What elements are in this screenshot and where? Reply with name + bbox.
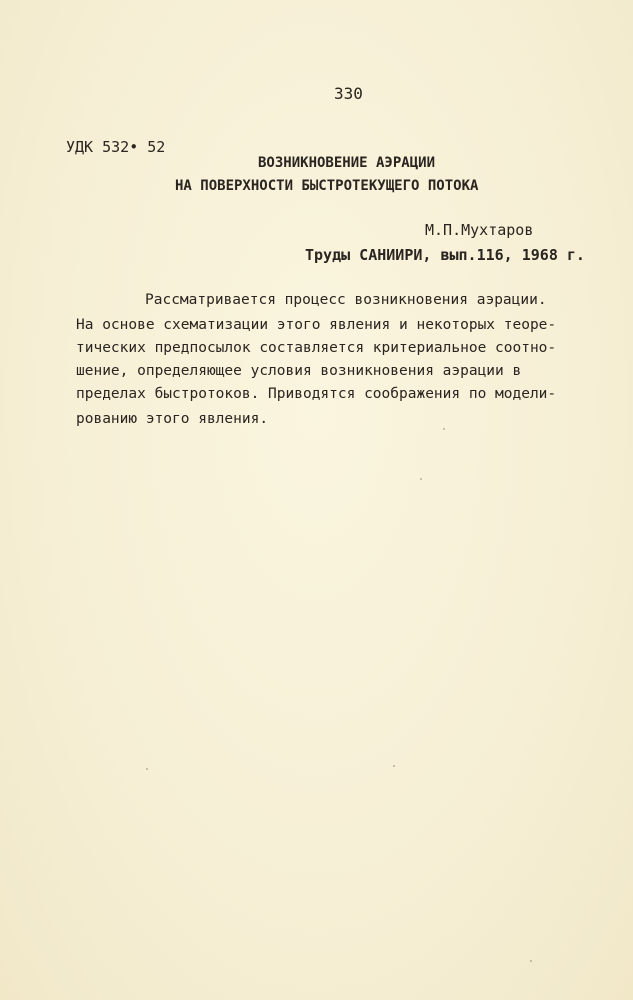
abstract-line-3: тических предпосылок составляется критериальное соотно- [76, 340, 557, 356]
udk-code: УДК 532• 52 [66, 138, 166, 156]
abstract-line-5: пределах быстротоков. Приводятся соображения по модели- [76, 386, 557, 402]
paper-speck [393, 765, 395, 767]
abstract-line-4: шение, определяющее условия возникновения аэрации в [76, 363, 522, 379]
abstract-line-2: На основе схематизации этого явления и некоторых теоре- [76, 317, 557, 333]
paper-speck [443, 428, 445, 430]
page-number: 330 [334, 84, 363, 103]
paper-speck [420, 478, 422, 480]
source-citation: Труды САНИИРИ, вып.116, 1968 г. [305, 246, 585, 264]
abstract-line-6: рованию этого явления. [76, 411, 269, 427]
paper-speck [146, 768, 148, 770]
title-line-1: ВОЗНИКНОВЕНИЕ АЭРАЦИИ [258, 155, 436, 171]
paper-speck [530, 960, 532, 962]
title-line-2: НА ПОВЕРХНОСТИ БЫСТРОТЕКУЩЕГО ПОТОКА [175, 178, 479, 194]
author: М.П.Мухтаров [425, 221, 534, 239]
abstract-line-1: Рассматривается процесс возникновения аэрации. [145, 292, 547, 308]
